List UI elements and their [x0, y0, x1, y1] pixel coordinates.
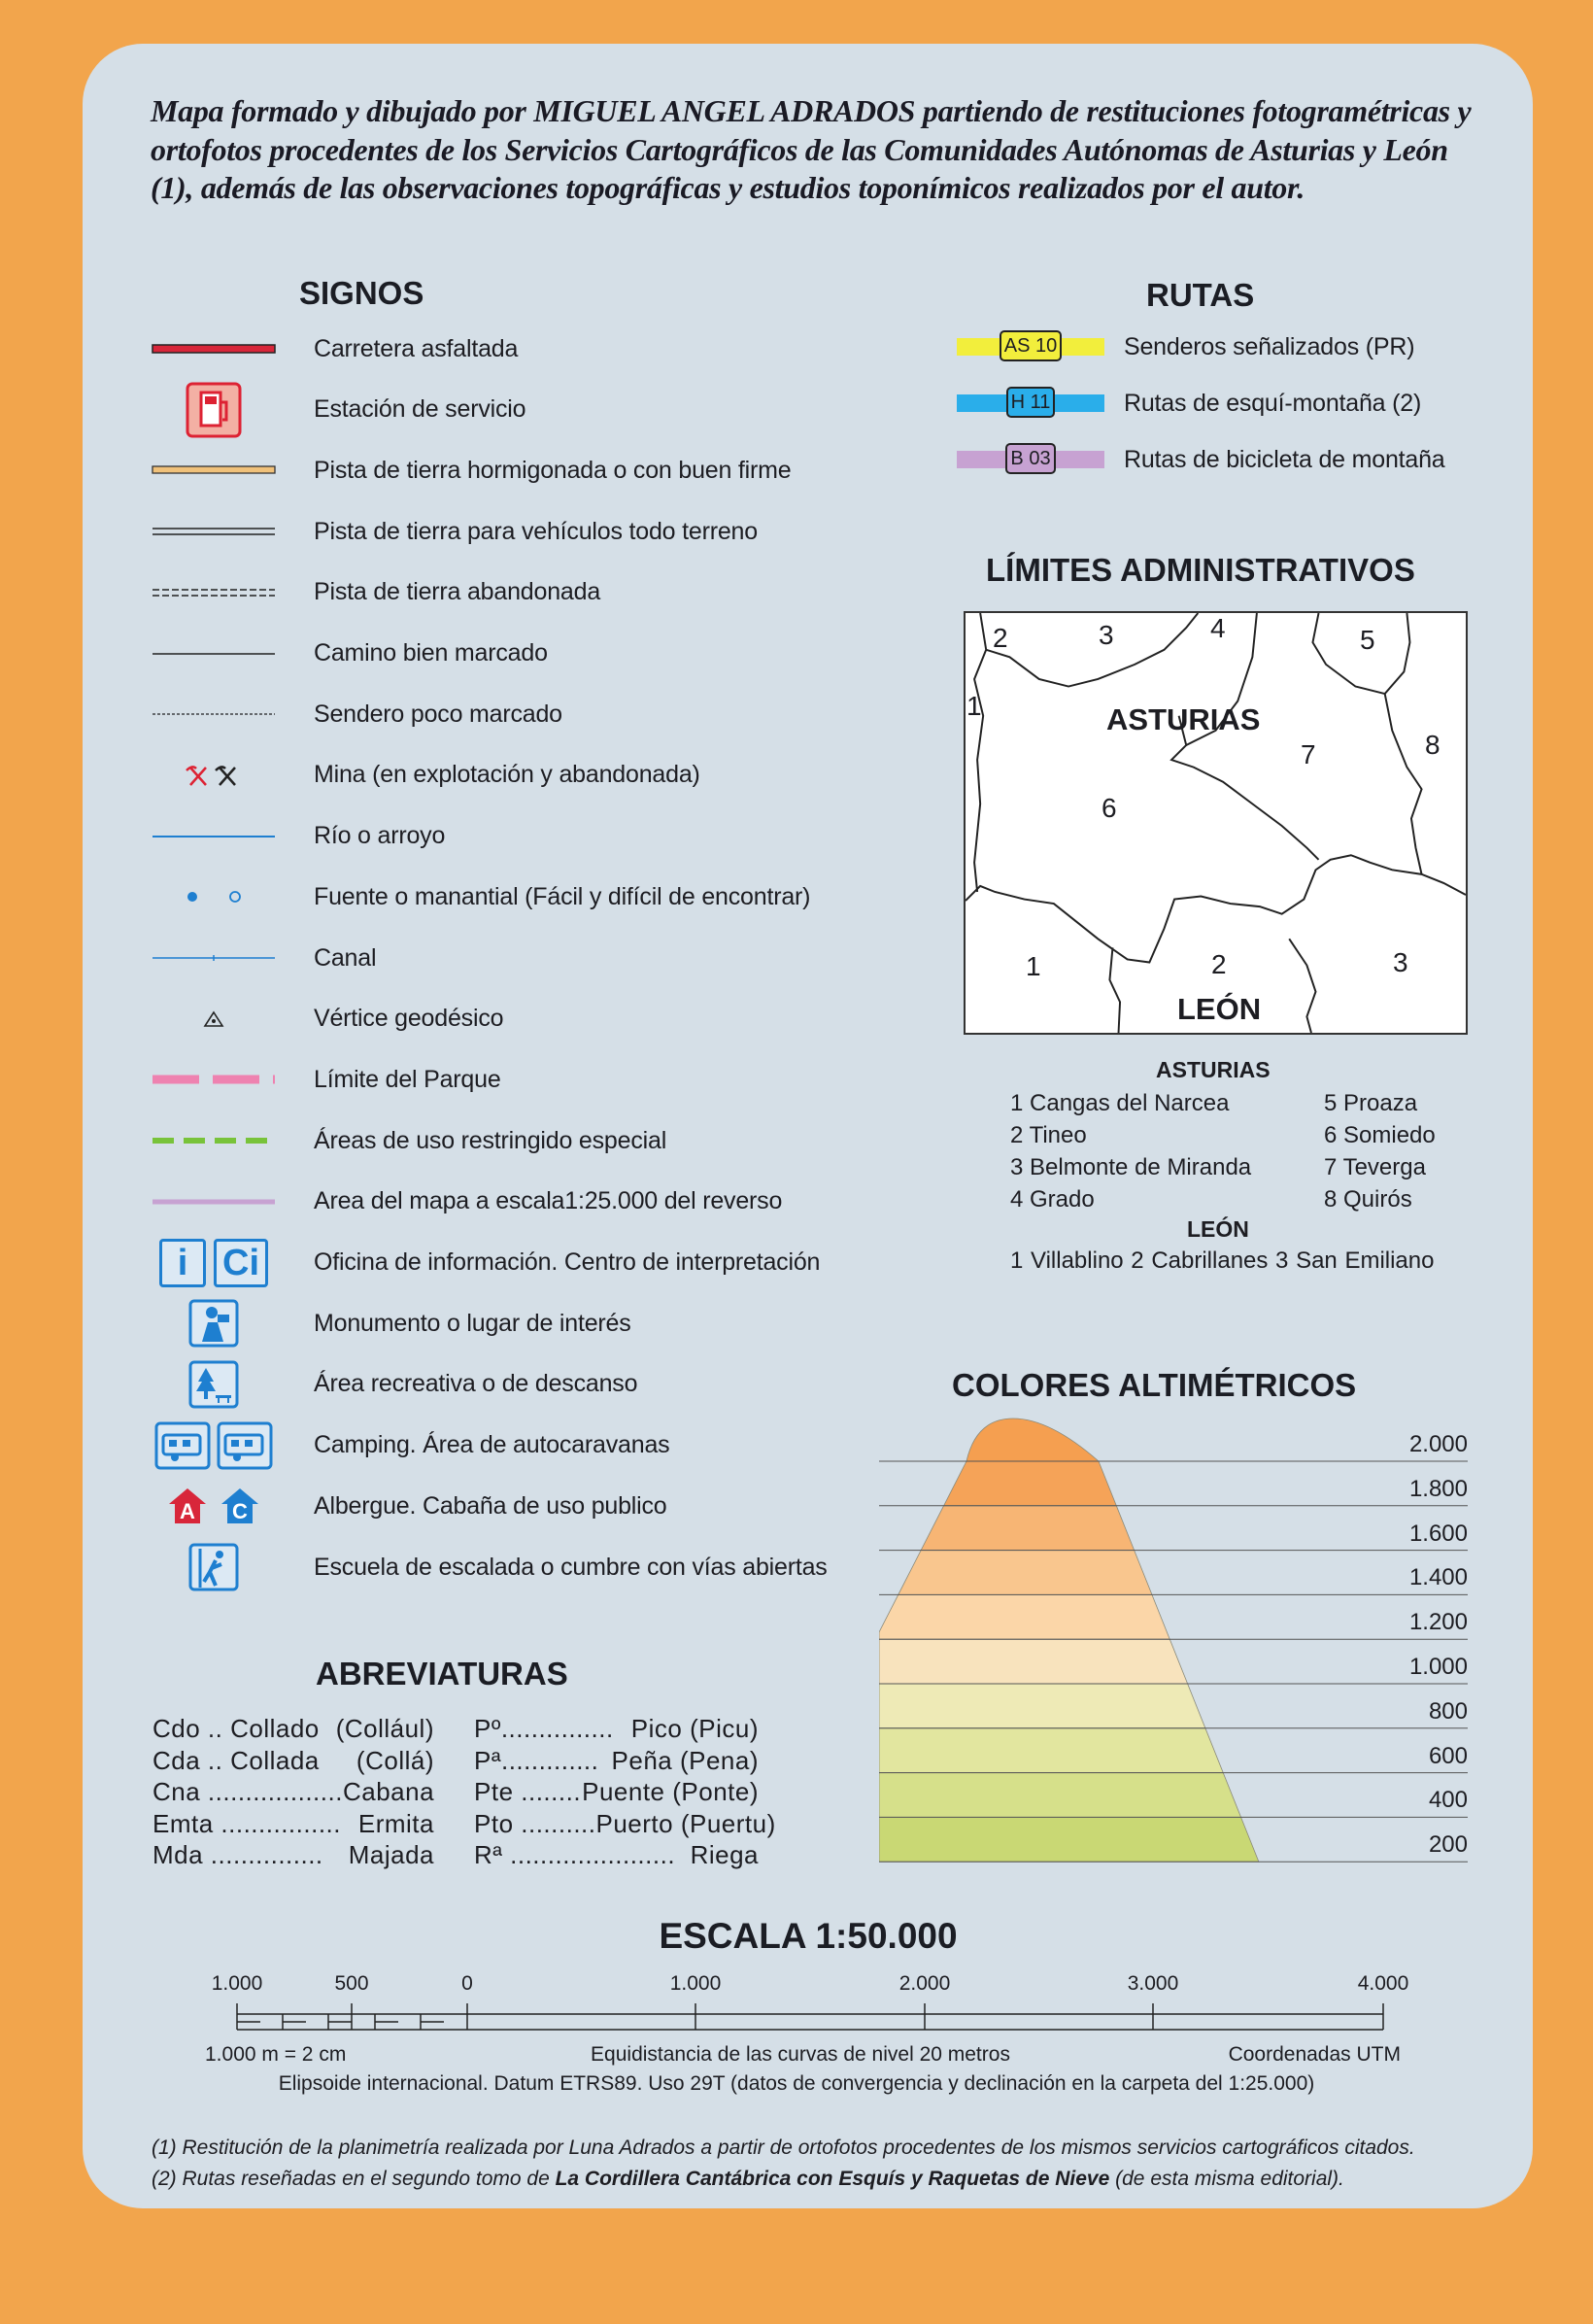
hostel-tag-letter: A: [180, 1499, 195, 1524]
map-label-ast-2: 2: [993, 623, 1008, 653]
signo-row: [146, 507, 758, 556]
signo-label: Monumento o lugar de interés: [314, 1309, 631, 1337]
signo-label: Río o arroyo: [314, 822, 446, 850]
route-line-icon: [957, 394, 1104, 412]
restricted-icon: [146, 1116, 282, 1165]
scale-tick-label: 1.000: [669, 1972, 722, 1995]
signo-label: Pista de tierra para vehículos todo terreno: [314, 517, 758, 545]
signo-label: Fuente o manantial (Fácil y difícil de encontrar): [314, 882, 811, 910]
elevation-label: 800: [1428, 1697, 1468, 1725]
ellipsoid-note: Elipsoide internacional. Datum ETRS89. Uso 29T (datos de convergencia y declinación en la carpeta del 1:25.000): [278, 2072, 1315, 2095]
abbreviation-row: [153, 1714, 434, 1744]
signo-label: Pista de tierra abandonada: [314, 578, 601, 606]
signo-row: [146, 1421, 669, 1470]
abbreviation: Pª.............: [474, 1745, 599, 1775]
abbreviation: Mda ...............: [153, 1840, 323, 1869]
geodesic-icon: [146, 995, 282, 1043]
map-label-ast-6: 6: [1102, 793, 1117, 823]
map-label-ast-1: 1: [966, 691, 982, 721]
signo-label: Pista de tierra hormigonada o con buen firme: [314, 456, 792, 484]
map-area-icon: [146, 1178, 282, 1226]
footnote-2: [152, 2168, 1344, 2191]
elevation-label: 1.200: [1408, 1609, 1468, 1636]
ruta-label: Rutas de bicicleta de montaña: [1124, 445, 1445, 473]
abbreviation: Rª ......................: [474, 1840, 676, 1869]
municipality-item: 4 Grado: [1010, 1186, 1095, 1213]
ruta-label: Senderos señalizados (PR): [1124, 332, 1415, 360]
footnote-2-prefix: (2) Rutas reseñadas en el segundo tomo de: [152, 2168, 556, 2190]
elevation-band: [879, 1684, 1205, 1728]
firm-track-icon: [146, 446, 282, 495]
monument-icon: [146, 1299, 282, 1348]
abbreviation: Cna ..................: [153, 1777, 343, 1806]
ruta-row: [957, 440, 1445, 479]
hostel-icon: [146, 1482, 282, 1530]
abbreviation-row: [474, 1746, 759, 1776]
signo-row: [146, 1360, 637, 1409]
signo-row: [146, 995, 503, 1043]
mine-icon: [146, 751, 282, 800]
signo-label: Area del mapa a escala1:25.000 del reverso: [314, 1187, 783, 1215]
signo-row: [146, 1239, 820, 1287]
signo-row: [146, 690, 562, 738]
municipality-item: 8 Quirós: [1324, 1186, 1412, 1213]
contour-interval: Equidistancia de las curvas de nivel 20 metros: [591, 2043, 1010, 2066]
altimetric-scale: [879, 1409, 1468, 1865]
elevation-label: 1.800: [1408, 1475, 1468, 1502]
route-code: AS 10: [1000, 330, 1062, 361]
municipality-item: 7 Teverga: [1324, 1154, 1426, 1180]
signo-row: [146, 934, 376, 982]
abbreviation-meaning: (Collául): [335, 1714, 434, 1743]
spring-icon: [146, 872, 282, 921]
escala-title: ESCALA 1:50.000: [659, 1916, 958, 1956]
scale-tick-label: 500: [334, 1972, 369, 1995]
abbreviation-meaning: Puerto (Puertu): [595, 1808, 776, 1838]
signo-row: [146, 386, 525, 434]
abbreviation-row: [474, 1714, 759, 1744]
signo-label: Área recreativa o de descanso: [314, 1370, 638, 1398]
elevation-label: 400: [1428, 1787, 1468, 1814]
signo-row: [146, 1299, 631, 1348]
municipality-item: 2 Tineo: [1010, 1122, 1087, 1148]
signo-label: Vértice geodésico: [314, 1005, 504, 1033]
recreation-icon: [146, 1360, 282, 1409]
signo-row: [146, 1116, 666, 1165]
scale-tick-label: 3.000: [1127, 1972, 1179, 1995]
signos-title: SIGNOS: [299, 275, 424, 311]
river-icon: [146, 812, 282, 861]
hostel-tag-1: [220, 1487, 260, 1525]
fuel-station-icon: [146, 386, 282, 434]
ruta-row: [957, 384, 1421, 423]
elevation-band: [898, 1551, 1152, 1595]
abbreviation-meaning: (Collá): [356, 1745, 434, 1775]
abbreviation-row: [153, 1746, 434, 1776]
map-label-ast-8: 8: [1425, 730, 1440, 760]
elevation-band: [944, 1461, 1117, 1506]
leon-list-title: LEÓN: [1187, 1216, 1249, 1242]
municipality-item: 3 Belmonte de Miranda: [1010, 1154, 1252, 1180]
ruta-row: [957, 327, 1414, 366]
abreviaturas-title: ABREVIATURAS: [316, 1656, 568, 1692]
scale-tick-label: 4.000: [1357, 1972, 1409, 1995]
map-label-ast-5: 5: [1360, 625, 1375, 655]
map-label-ast-3: 3: [1099, 620, 1114, 650]
scale-bar: [233, 2001, 1389, 2034]
climbing-icon: [146, 1543, 282, 1591]
signo-label: Límite del Parque: [314, 1065, 501, 1093]
scale-equivalence: 1.000 m = 2 cm: [205, 2043, 347, 2066]
abbreviation: Emta ................: [153, 1808, 341, 1838]
map-label-leon-1: 1: [1026, 951, 1041, 981]
elevation-band: [879, 1773, 1241, 1818]
abbreviation-row: [153, 1777, 434, 1807]
signo-label: Canal: [314, 943, 377, 972]
municipality-item: 5 Proaza: [1324, 1090, 1418, 1116]
signo-row: [146, 630, 548, 678]
park-limit-icon: [146, 1055, 282, 1104]
scale-tick-label: 2.000: [898, 1972, 951, 1995]
signo-row: [146, 568, 600, 617]
camping-icon: [146, 1421, 282, 1470]
limites-title: LÍMITES ADMINISTRATIVOS: [986, 552, 1415, 588]
route-code: B 03: [1005, 443, 1055, 474]
elevation-label: 2.000: [1408, 1431, 1468, 1457]
abbreviation-row: [474, 1840, 759, 1870]
signo-label: Camping. Área de autocaravanas: [314, 1431, 670, 1459]
footnote-1: (1) Restitución de la planimetría realizada por Luna Adrados a partir de ortofotos procedentes de los mismos servicios cartográficos citados.: [152, 2136, 1415, 2159]
abbreviation: Pte ........: [474, 1777, 582, 1806]
map-label-leon: LEÓN: [1177, 992, 1262, 1026]
paved-road-icon: [146, 325, 282, 373]
signo-label: Albergue. Cabaña de uso publico: [314, 1491, 667, 1520]
leon-municipalities: 1 Villablino 2 Cabrillanes 3 San Emiliano: [1010, 1247, 1435, 1274]
abbreviation-meaning: Riega: [690, 1840, 759, 1869]
elevation-band: [879, 1639, 1188, 1684]
admin-limits-map: [964, 611, 1468, 1035]
abbreviation-meaning: Puente (Ponte): [582, 1777, 759, 1806]
map-label-leon-2: 2: [1211, 949, 1227, 979]
rutas-title: RUTAS: [1146, 277, 1255, 313]
signo-row: [146, 1178, 782, 1226]
route-line-icon: [957, 448, 1104, 469]
info-tag-0: i: [159, 1239, 206, 1287]
signo-row: [146, 1482, 667, 1530]
map-label-leon-3: 3: [1393, 947, 1408, 977]
abbreviation-meaning: Pico (Picu): [630, 1714, 759, 1743]
elevation-label: 200: [1428, 1831, 1468, 1859]
elevation-label: 600: [1428, 1742, 1468, 1769]
abbreviation-row: [153, 1809, 434, 1839]
abbreviation-row: [153, 1840, 434, 1870]
elevation-label: 1.600: [1408, 1520, 1468, 1547]
abbreviation-meaning: Majada: [348, 1840, 434, 1869]
scale-tick-label: 1.000: [211, 1972, 263, 1995]
colores-title: COLORES ALTIMÉTRICOS: [952, 1367, 1357, 1403]
map-label-ast-7: 7: [1301, 739, 1316, 769]
summit-dome: [966, 1418, 1099, 1461]
municipality-item: 6 Somiedo: [1324, 1122, 1436, 1148]
elevation-band: [879, 1728, 1223, 1773]
abbreviation: Pº...............: [474, 1714, 614, 1743]
elevation-band: [921, 1506, 1134, 1551]
canal-icon: [146, 934, 282, 982]
book-title: La Cordillera Cantábrica con Esquís y Raquetas de Nieve: [555, 2168, 1110, 2190]
signo-label: Escuela de escalada o cumbre con vías abiertas: [314, 1553, 828, 1581]
asturias-list-title: ASTURIAS: [1156, 1057, 1271, 1082]
abbreviation-row: [474, 1808, 776, 1839]
signo-label: Carretera asfaltada: [314, 334, 519, 362]
map-label-asturias: ASTURIAS: [1106, 702, 1261, 736]
elevation-label: 1.400: [1408, 1564, 1468, 1591]
path-icon: [146, 630, 282, 678]
elevation-band: [879, 1594, 1169, 1639]
elevation-band: [879, 1817, 1259, 1862]
abbreviation-row: [474, 1777, 759, 1807]
coordinates-note: Coordenadas UTM: [1228, 2043, 1401, 2066]
signo-label: Oficina de información. Centro de interpretación: [314, 1248, 821, 1276]
route-code: H 11: [1006, 387, 1056, 418]
trail-icon: [146, 690, 282, 738]
elevation-label: 1.000: [1408, 1654, 1468, 1680]
abbreviation: Pto ..........: [474, 1808, 596, 1838]
signo-label: Sendero poco marcado: [314, 700, 562, 728]
signo-label: Camino bien marcado: [314, 639, 548, 666]
abbreviation-meaning: Peña (Pena): [611, 1745, 759, 1775]
ruta-label: Rutas de esquí-montaña (2): [1124, 389, 1422, 417]
municipality-item: 1 Cangas del Narcea: [1010, 1090, 1230, 1116]
info-tag-1: Ci: [214, 1239, 268, 1287]
abandoned-track-icon: [146, 568, 282, 617]
signo-row: [146, 1055, 501, 1104]
signo-row: [146, 751, 700, 800]
hostel-tag-0: [167, 1487, 208, 1525]
abbreviation-meaning: Ermita: [357, 1808, 434, 1838]
footnote-2-suffix: (de esta misma editorial).: [1109, 2168, 1344, 2190]
offroad-track-icon: [146, 507, 282, 556]
signo-row: [146, 325, 518, 373]
map-label-ast-4: 4: [1210, 613, 1226, 643]
hostel-tag-letter: C: [232, 1499, 248, 1524]
abbreviation: Cda .. Collada: [153, 1745, 320, 1775]
abbreviation: Cdo .. Collado: [153, 1714, 320, 1743]
signo-label: Áreas de uso restringido especial: [314, 1126, 667, 1154]
scale-tick-label: 0: [461, 1972, 473, 1995]
abbreviation-meaning: Cabana: [342, 1777, 435, 1806]
info-icon: [146, 1239, 282, 1287]
route-line-icon: [957, 335, 1104, 357]
intro-credits: Mapa formado y dibujado por MIGUEL ANGEL ADRADOS partiendo de restituciones fotogramétricas y ortofotos procedentes de los Servicios Cartográficos de las Comunidades Autónomas de Asturias y León (1), además de las observaciones topográficas y estudios toponímicos realizados por el autor.: [151, 93, 1472, 205]
signo-row: [146, 872, 810, 921]
signo-row: [146, 1543, 828, 1591]
signo-label: Mina (en explotación y abandonada): [314, 761, 700, 789]
signo-row: [146, 812, 445, 861]
signo-label: Estación de servicio: [314, 395, 526, 424]
signo-row: [146, 446, 791, 495]
